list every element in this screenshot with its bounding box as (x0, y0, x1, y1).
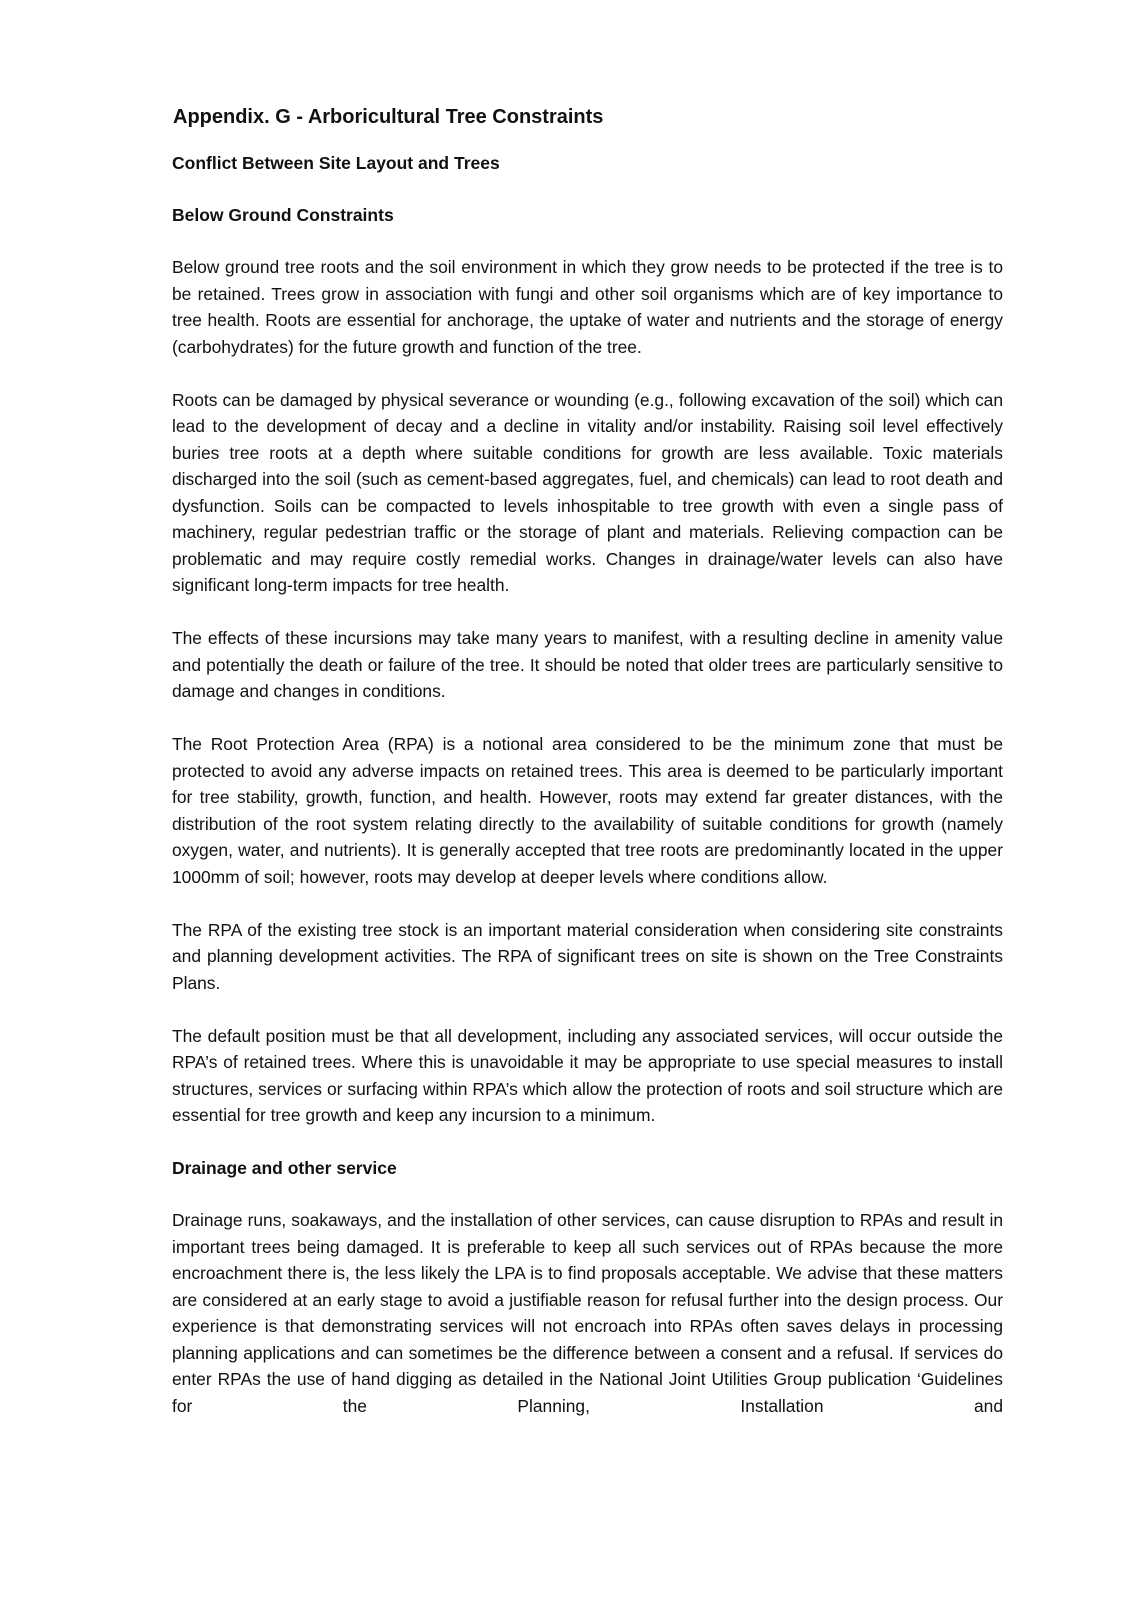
paragraph: Drainage runs, soakaways, and the installation of other services, can cause disruption to RPAs and result in important trees being damaged. It is preferable to keep all such services out of RPAs because the more encroachment there is, the less likely the LPA is to find proposals acceptable. We advise that these matters are considered at an early stage to avoid a justifiable reason for refusal further into the design process. Our experience is that demonstrating services will not encroach into RPAs often saves delays in processing planning applications and can sometimes be the difference between a consent and a refusal. If services do enter RPAs the use of hand digging as detailed in the National Joint Utilities Group publication ‘Guidelines for the Planning, Installation and (172, 1210, 1003, 1416)
paragraph: The default position must be that all development, including any associated services, will occur outside the RPA’s of retained trees. Where this is unavoidable it may be appropriate to use special measures to install structures, services or surfacing within RPA’s which allow the protection of roots and soil structure which are essential for tree growth and keep any incursion to a minimum. (172, 1025, 1003, 1125)
paragraph: Below ground tree roots and the soil environment in which they grow needs to be protected if the tree is to be retained. Trees grow in association with fungi and other soil organisms which are of key importance to tree health. Roots are essential for anchorage, the uptake of water and nutrients and the storage of energy (carbohydrates) for the future growth and function of the tree. (172, 257, 1003, 357)
subheading-drainage: Drainage and other service (172, 1158, 397, 1178)
paragraph: The RPA of the existing tree stock is an important material consideration when considering site constraints and planning development activities. The RPA of significant trees on site is shown on the Tree Constraints Plans. (172, 919, 1003, 993)
paragraph: Roots can be damaged by physical severance or wounding (e.g., following excavation of the soil) which can lead to the development of decay and a decline in vitality and/or instability. Raising soil level effectively buries tree roots at a depth where suitable conditions for growth are less available. Toxic materials discharged into the soil (such as cement-based aggregates, fuel, and chemicals) can lead to root death and dysfunction. Soils can be compacted to levels inhospitable to tree growth with even a single pass of machinery, regular pedestrian traffic or the storage of plant and materials. Relieving compaction can be problematic and may require costly remedial works. Changes in drainage/water levels can also have significant long-term impacts for tree health. (172, 389, 1003, 595)
paragraph: The effects of these incursions may take many years to manifest, with a resulting decline in amenity value and potentially the death or failure of the tree. It should be noted that older trees are particularly sensitive to damage and changes in conditions. (172, 628, 1003, 701)
appendix-title: Appendix. G - Arboricultural Tree Constraints (173, 106, 604, 128)
subheading-below-ground: Below Ground Constraints (172, 205, 394, 225)
paragraph: The Root Protection Area (RPA) is a notional area considered to be the minimum zone that must be protected to avoid any adverse impacts on retained trees. This area is deemed to be particularly important for tree stability, growth, function, and health. However, roots may extend far greater distances, with the distribution of the root system relating directly to the availability of suitable conditions for growth (namely oxygen, water, and nutrients). It is generally accepted that tree roots are predominantly located in the upper 1000mm of soil; however, roots may develop at deeper levels where conditions allow. (172, 734, 1003, 887)
section-heading: Conflict Between Site Layout and Trees (172, 153, 500, 173)
document-page (172, 104, 1003, 1446)
